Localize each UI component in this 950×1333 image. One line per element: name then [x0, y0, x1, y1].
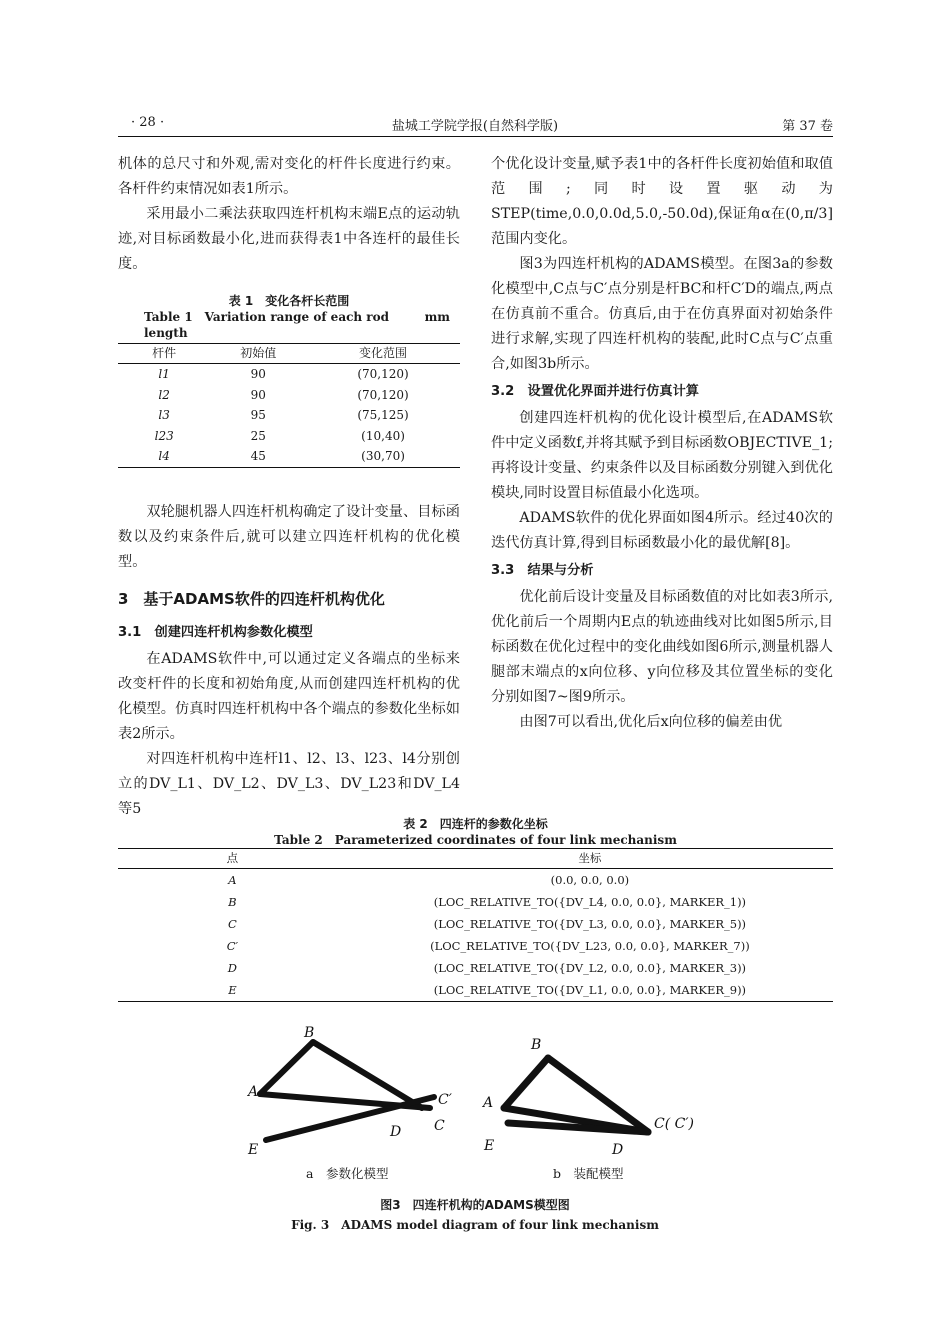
table-header-row	[118, 849, 833, 869]
range-cell: (30,70)	[306, 446, 460, 467]
point-cell: E	[118, 979, 347, 1002]
paragraph: 对四连杆机构中连杆l1、l2、l3、l23、l4分别创立的DV_L1、DV_L2、DV_L3、DV_L23和DV_L4等5	[118, 750, 460, 817]
table-2-caption-en: Table 2 Parameterized coordinates of four link mechanism	[274, 833, 677, 847]
table-row	[118, 935, 833, 957]
table-row	[118, 913, 833, 935]
range-cell: (70,120)	[357, 387, 409, 402]
label-a: A	[248, 1084, 259, 1100]
paragraph: 双轮腿机器人四连杆机构确定了设计变量、目标函数以及约束条件后,就可以建立四连杆机构的优化模型。	[118, 503, 460, 570]
table-header-cell: 坐标	[347, 849, 833, 869]
init-cell: 95	[250, 408, 266, 422]
header-rule	[118, 136, 833, 137]
paragraph: 在ADAMS软件中,可以通过定义各端点的坐标来改变杆件的长度和初始角度,从而创建四连杆机构的优化模型。仿真时四连杆机构中各个端点的参数化坐标如表2所示。	[118, 650, 460, 742]
table-2	[118, 816, 833, 1002]
coord-cell: (LOC_RELATIVE_TO({DV_L2, 0.0, 0.0}, MARKER_3))	[433, 961, 747, 975]
paragraph: 采用最小二乘法获取四连杆机构末端E点的运动轨迹,对目标函数最小化,进而获得表1中各连杆的最佳长度。	[118, 206, 460, 272]
coord-cell: (LOC_RELATIVE_TO({DV_L3, 0.0, 0.0}, MARKER_5))	[433, 917, 747, 931]
point-cell: C′	[226, 939, 239, 953]
table-2-grid	[118, 848, 833, 1002]
point-cell: A	[228, 873, 237, 887]
figure-3b-diagram	[478, 1030, 718, 1160]
table-row	[118, 957, 833, 979]
table-header-cell: 点	[118, 849, 347, 869]
label-e: E	[484, 1138, 495, 1154]
link-ab	[260, 1042, 313, 1094]
table-1-caption-en-row	[118, 309, 460, 341]
coord-cell: (LOC_RELATIVE_TO({DV_L1, 0.0, 0.0}, MARKER_9))	[347, 979, 833, 1002]
page-number: · 28 ·	[131, 115, 165, 130]
coord-cell: (LOC_RELATIVE_TO({DV_L4, 0.0, 0.0}, MARKER_1))	[433, 895, 747, 909]
figure-3-caption-en: Fig. 3 ADAMS model diagram of four link mechanism	[291, 1218, 659, 1232]
figure-3-caption-cn: 图3 四连杆机构的ADAMS模型图	[380, 1198, 570, 1212]
table-row	[118, 364, 460, 385]
paragraph: ADAMS软件的优化界面如图4所示。经过40次的迭代仿真计算,得到目标函数最小化的最优解[8]。	[491, 510, 833, 551]
figure-3a-diagram	[230, 1022, 470, 1162]
table-header-cell: 初始值	[210, 344, 306, 364]
point-cell: D	[227, 961, 238, 975]
table-1-grid	[118, 343, 460, 468]
table-row	[118, 426, 460, 447]
rod-cell: l1	[158, 367, 170, 381]
figure-3a-caption: a 参数化模型	[306, 1166, 389, 1181]
table-header-row	[118, 344, 460, 364]
link-ed	[508, 1123, 648, 1132]
label-b: B	[304, 1025, 315, 1041]
paragraph: 优化前后设计变量及目标函数值的对比如表3所示,优化前后一个周期内E点的轨迹曲线对比如图5所示,目标函数在优化过程中的变化曲线如图6所示,测量机器人腿部末端点的x向位移、y向位移及其位置坐标的变化分别如图7~图9所示。	[491, 589, 833, 705]
init-cell: 90	[250, 387, 266, 402]
range-cell: (75,125)	[357, 408, 409, 422]
journal-title: 盐城工学院学报(自然科学版)	[391, 119, 559, 134]
subsection-heading-3-1: 3.1 创建四连杆机构参数化模型	[118, 624, 313, 640]
rod-cell: l2	[158, 387, 170, 402]
range-cell: (10,40)	[361, 428, 405, 443]
volume-number: 第 37 卷	[782, 119, 833, 134]
subsection-heading-3-3: 3.3 结果与分析	[491, 563, 594, 578]
table-row	[118, 891, 833, 913]
range-cell: (70,120)	[357, 367, 409, 381]
label-e: E	[248, 1142, 259, 1158]
section-heading-3: 3 基于ADAMS软件的四连杆机构优化	[118, 589, 385, 608]
table-1-caption-cn: 表 1 变化各杆长范围	[228, 294, 350, 308]
paragraph: 创建四连杆机构的优化设计模型后,在ADAMS软件中定义函数f,并将其赋予到目标函数OBJECTIVE_1;再将设计变量、约束条件以及目标函数分别键入到优化模块,同时设置目标值最小化选项。	[491, 410, 833, 501]
table-row	[118, 405, 460, 426]
coord-cell: (0.0, 0.0, 0.0)	[550, 873, 630, 887]
paragraph: 个优化设计变量,赋予表1中的各杆件长度初始值和取值范围;同时设置驱动为STEP(time,0.0,0.0d,5.0,-50.0d),保证角α在(0,π/3]范围内变化。	[491, 156, 833, 247]
init-cell: 90	[250, 367, 266, 381]
paragraph: 由图7可以看出,优化后x向位移的偏差由优	[519, 714, 783, 730]
table-header-cell: 变化范围	[306, 344, 460, 364]
label-c: C	[434, 1118, 445, 1134]
right-column	[491, 152, 833, 735]
paragraph: 图3为四连杆机构的ADAMS模型。在图3a的参数化模型中,C点与C′点分别是杆BC和杆C′D的端点,两点在仿真前不重合。仿真后,由于在仿真界面对初始条件进行求解,实现了四连杆机构的装配,此时C点与C′点重合,如图3b所示。	[491, 256, 833, 372]
link-ab	[504, 1058, 548, 1108]
label-d: D	[612, 1142, 624, 1158]
table-1-unit: mm	[424, 310, 450, 324]
left-column	[118, 152, 460, 822]
label-c-prime: C′	[438, 1092, 452, 1108]
figure-3b-caption: b 装配模型	[553, 1166, 624, 1181]
subsection-heading-3-2: 3.2 设置优化界面并进行仿真计算	[491, 384, 699, 399]
label-b: B	[531, 1037, 542, 1053]
table-2-caption-cn: 表 2 四连杆的参数化坐标	[403, 817, 548, 831]
point-cell: B	[228, 895, 237, 909]
rod-cell: l23	[154, 428, 174, 443]
coord-cell: (LOC_RELATIVE_TO({DV_L23, 0.0, 0.0}, MARKER_7))	[430, 939, 750, 953]
paragraph: 机体的总尺寸和外观,需对变化的杆件长度进行约束。各杆件约束情况如表1所示。	[118, 156, 460, 197]
point-cell: C	[227, 917, 237, 931]
label-d: D	[390, 1124, 402, 1140]
init-cell: 45	[210, 446, 306, 467]
table-row	[118, 446, 460, 467]
rod-cell: l4	[118, 446, 210, 467]
label-c-cprime: C( C′)	[654, 1116, 694, 1132]
label-a: A	[483, 1095, 494, 1111]
init-cell: 25	[250, 428, 266, 443]
table-row	[118, 385, 460, 406]
table-1-caption-en: Table 1 Variation range of each rod length	[144, 310, 390, 340]
rod-cell: l3	[158, 408, 170, 422]
table-header-cell: 杆件	[118, 344, 210, 364]
table-1	[118, 293, 460, 468]
table-row	[118, 979, 833, 1002]
table-row	[118, 869, 833, 892]
